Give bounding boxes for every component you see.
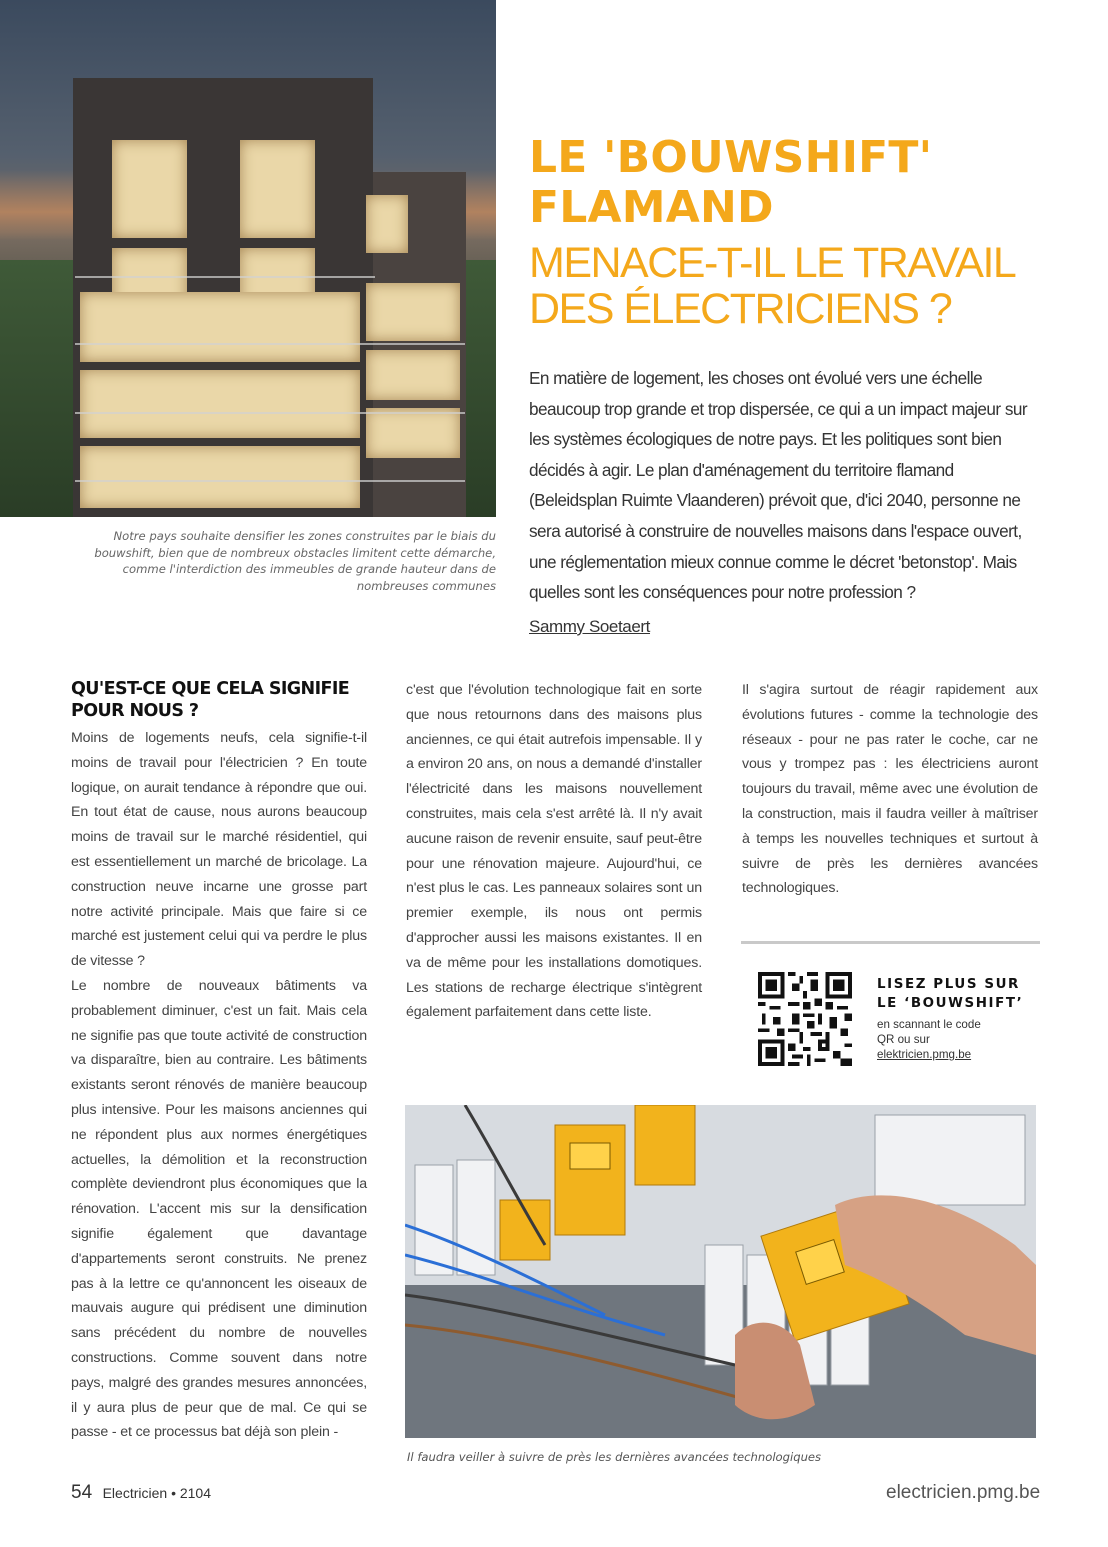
body-column-3	[742, 678, 1038, 901]
qr-heading-line-2: LE ‘BOUWSHIFT’	[877, 996, 1024, 1011]
footer-url-link[interactable]: electricien.pmg.be	[886, 1482, 1041, 1503]
hero-building-photo	[0, 0, 496, 517]
electrician-panel-photo	[405, 1105, 1036, 1438]
section-heading: QU'EST-CE QUE CELA SIGNIFIE POUR NOUS ?	[71, 679, 350, 721]
qr-text	[877, 1017, 1027, 1062]
qr-text-line-2: QR ou sur	[877, 1033, 930, 1046]
divider	[741, 941, 1040, 944]
qr-text-line-1: en scannant le code	[877, 1018, 981, 1031]
page-number: 54	[71, 1482, 93, 1503]
body-paragraph: Le nombre de nouveaux bâtiments va probablement diminuer, c'est un fait. Mais cela ne signifie pas que toute activité de construction va disparaître, bien au contraire. Les bâtiments existants seront rénovés de manière beaucoup plus intensive. Pour les maisons anciennes qui ne répondent plus aux normes énergétiques actuelles, la démolition et la reconstruction complète deviendront plus économiques que la rénovation. L'accent mis sur la densification signifie également que davantage d'appartements seront construits. Ne prenez pas à la lettre ce qu'annoncent les oiseaux de mauvais augure qui prédisent une diminution sans précédent du nombre de nouvelles constructions. Comme souvent dans notre pays, malgré des grandes mesures annoncées, il y aura plus de peur que de mal. Ce qui se passe - et ce processus bat déjà son plein -	[71, 977, 367, 1441]
hero-caption: Notre pays souhaite densifier les zones construites par le biais du bouwshift, bien que de nombreux obstacles limitent cette démarche, comme l'interdiction des immeubles de grande hauteur dans de nombreuses communes	[94, 529, 496, 593]
qr-code-icon[interactable]	[758, 972, 852, 1066]
body-column-2	[406, 678, 702, 1025]
article-title	[529, 133, 1049, 233]
author-byline[interactable]: Sammy Soetaert	[529, 617, 651, 636]
qr-heading-line-1: LISEZ PLUS SUR	[877, 977, 1020, 992]
body-paragraph: c'est que l'évolution technologique fait en sorte que nous retournons dans des maisons plus anciennes, ce qui était autrefois impensable. Il y a environ 20 ans, on nous a demandé d'installer l'électricité dans les maisons nouvellement construites, mais cela s'est arrêté là. Il n'y avait aucune raison de revenir ensuite, sauf peut-être pour une rénovation majeure. Aujourd'hui, ce n'est plus le cas. Les panneaux solaires sont un premier exemple, ils nous ont permis d'approcher aussi les maisons existantes. Il en va de même pour les installations domotiques. Les stations de recharge électrique s'intègrent également parfaitement dans cette liste.	[406, 682, 702, 1021]
article-intro: En matière de logement, les choses ont évolué vers une échelle beaucoup trop grande et trop dispersée, ce qui a un impact majeur sur les systèmes écologiques de notre pays. Et les politiques sont bien décidés à agir. Le plan d'aménagement du territoire flamand (Beleidsplan Ruimte Vlaanderen) prévoit que, d'ici 2040, personne ne sera autorisé à construire de nouvelles maisons dans l'espace ouvert, une réglementation mieux connue comme le décret 'betonstop'. Mais quelles sont les conséquences pour notre profession ?	[529, 368, 1028, 603]
body-column-1	[71, 678, 367, 1445]
photo2-caption: Il faudra veiller à suivre de près les dernières avancées technologiques	[407, 1450, 822, 1464]
subtitle-line-1: MENACE-T-IL LE TRAVAIL	[529, 239, 1016, 287]
body-paragraph: Il s'agira surtout de réagir rapidement aux évolutions futures - comme la technologie des réseaux - pour ne pas rater le coche, car ne vous y trompez pas : les électriciens auront toujours du travail, même avec une évolution de la construction, mais il faudra veiller à maîtriser à temps les nouvelles techniques et surtout à suivre de près les dernières avancées technologiques.	[742, 682, 1038, 897]
body-paragraph: Moins de logements neufs, cela signifie-t-il moins de travail pour l'électricien ? En toute logique, on aurait tendance à répondre que oui. En tout état de cause, nous aurons beaucoup moins de travail sur le marché résidentiel, qui est essentiellement un marché de bricolage. La construction neuve incarne une grosse part notre activité principale. Mais que faire si ce marché est justement celui qui va perdre le plus de vitesse ?	[71, 730, 367, 970]
magazine-issue: Electricien • 2104	[102, 1485, 211, 1501]
title-line-2: FLAMAND	[529, 182, 774, 233]
article-subtitle	[529, 240, 1069, 332]
footer-left	[71, 1482, 211, 1504]
title-line-1: LE 'BOUWSHIFT'	[529, 132, 933, 183]
qr-link[interactable]: elektricien.pmg.be	[877, 1048, 972, 1061]
subtitle-line-2: DES ÉLECTRICIENS ?	[529, 285, 952, 333]
electrical-panel-illustration	[405, 1105, 1036, 1438]
qr-heading	[877, 975, 1047, 1013]
